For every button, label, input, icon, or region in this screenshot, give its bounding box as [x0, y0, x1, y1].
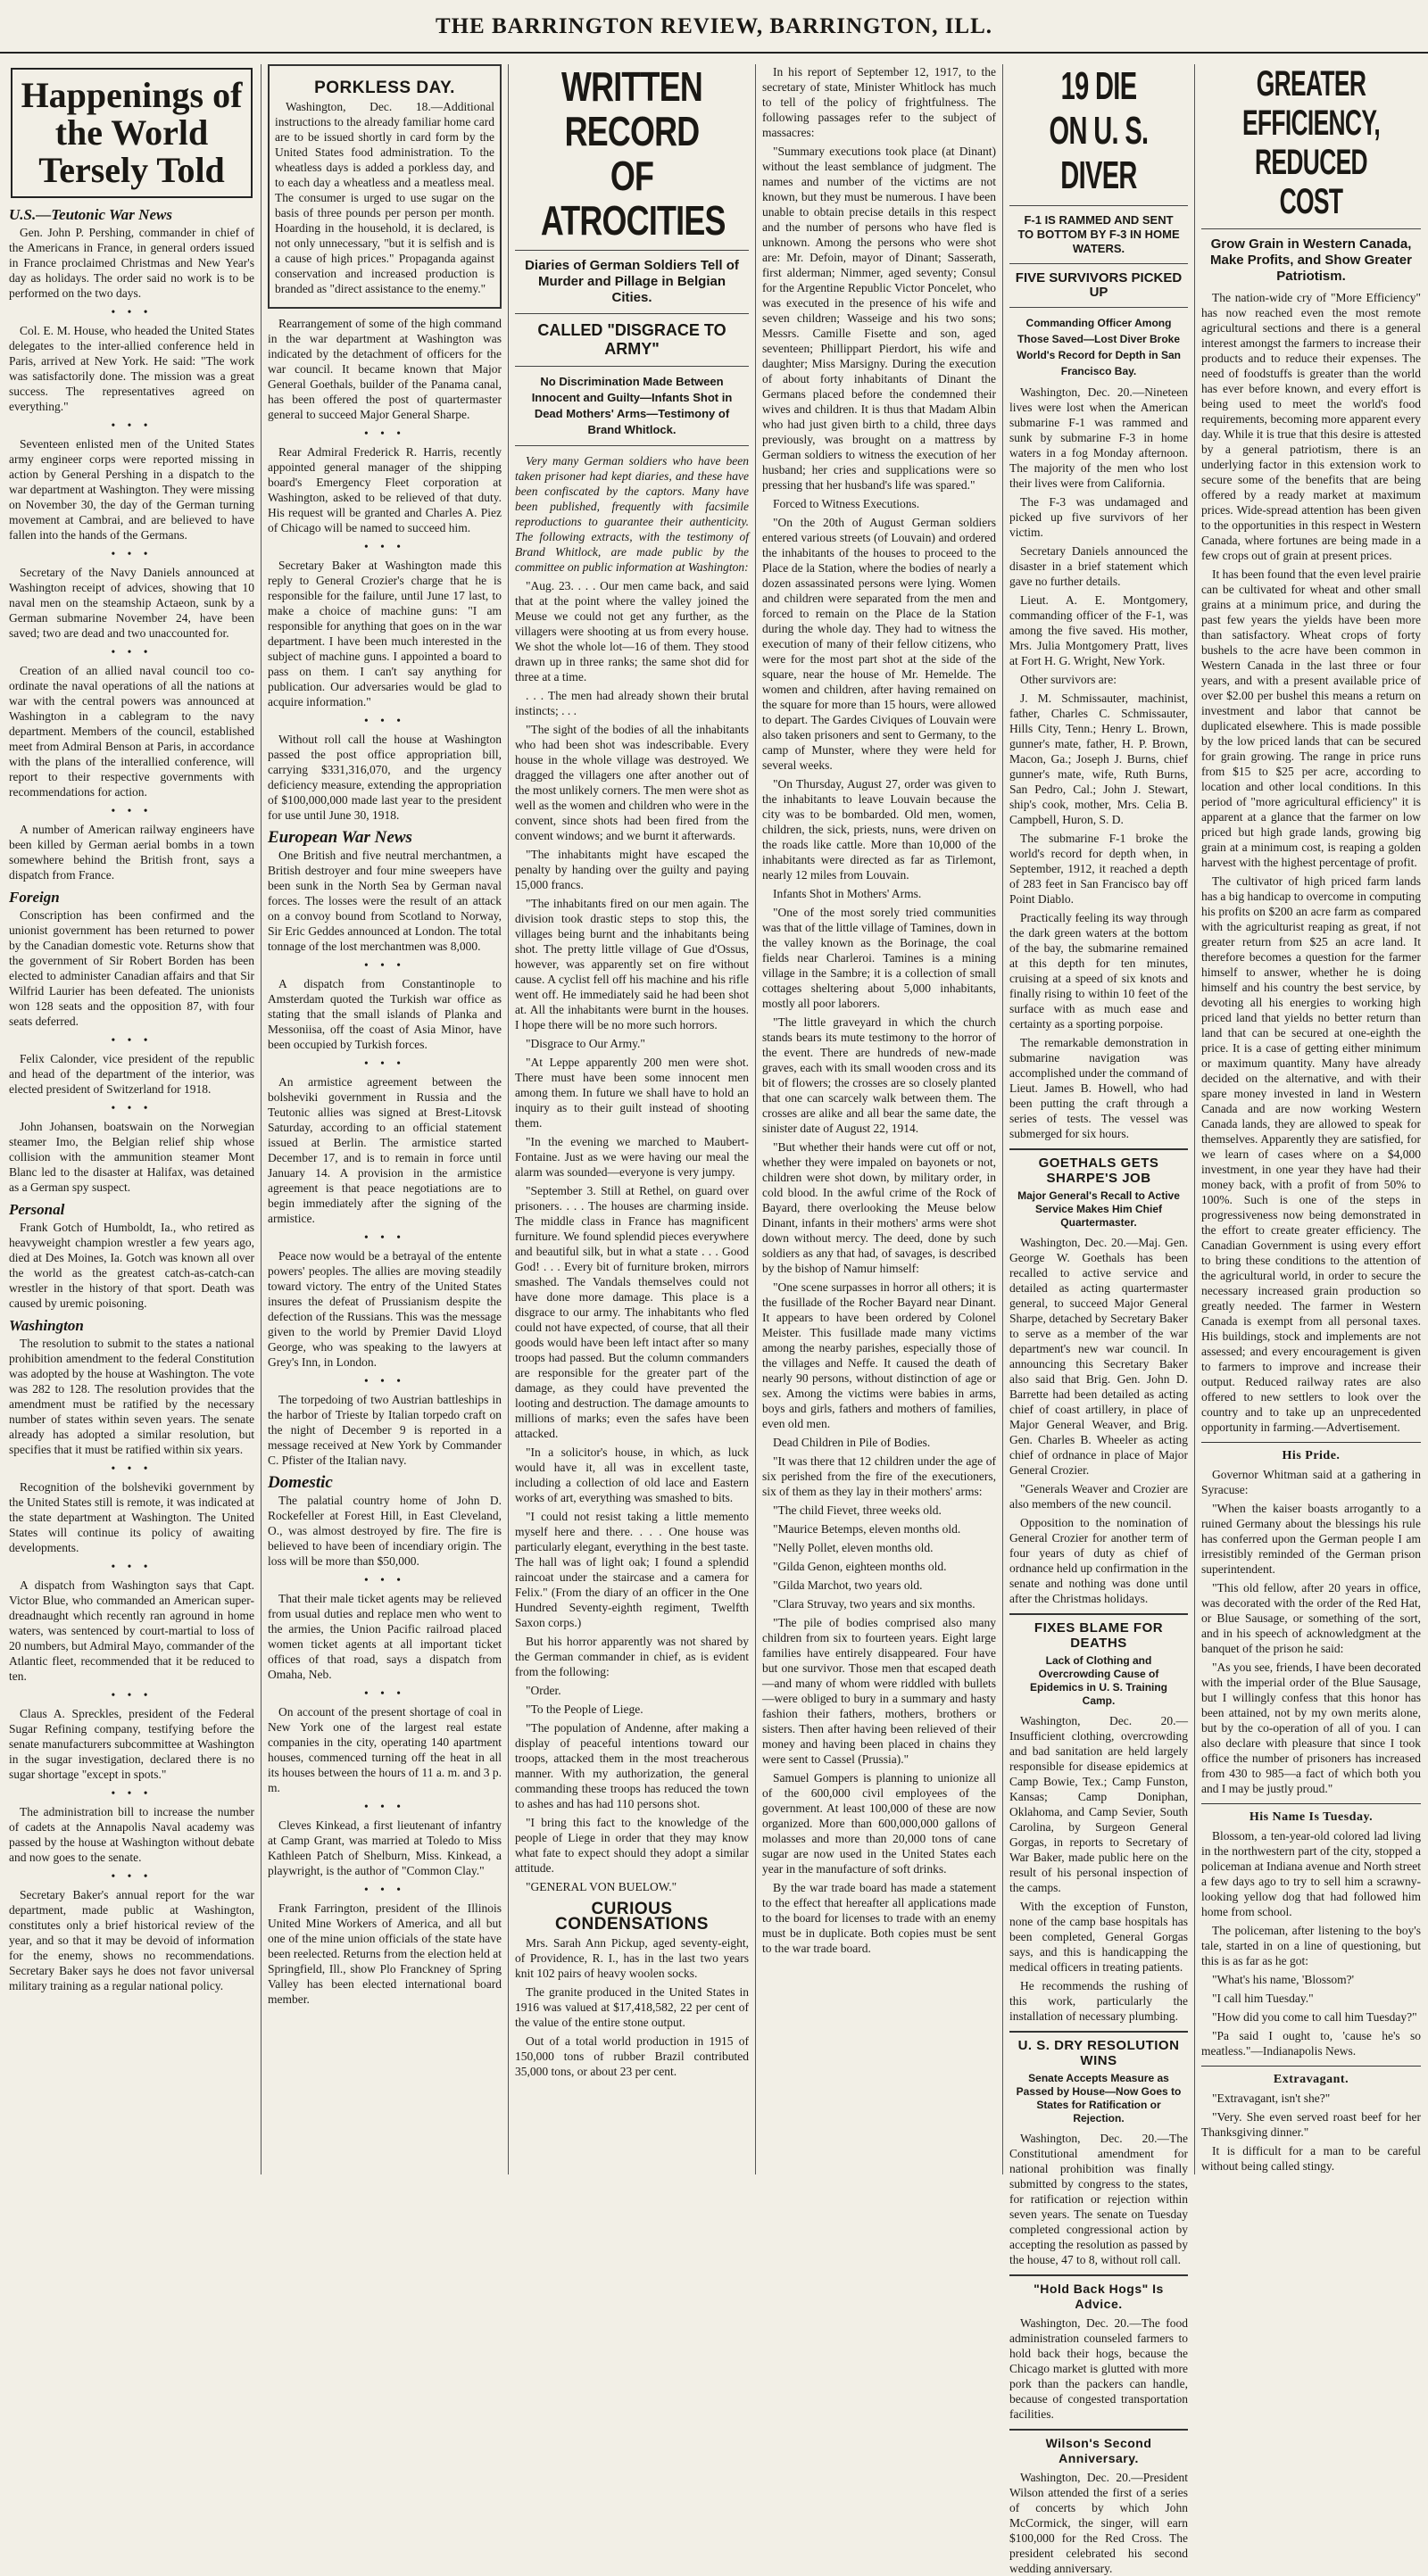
article-paragraph: Secretary Daniels announced the disaster in a brief statement which gave no further details. [1009, 544, 1188, 588]
separator-dots: • • • [364, 1056, 405, 1070]
article-paragraph: Washington, Dec. 18.—Additional instructions to the already familiar home card are to be issued shortly in card form by the United States food administration. To the wheatless days is added a porkless day, and to each day a wheatless and a meatless meal. The consumer is urged to use sugar on the basis of three pounds per person per month. Hoarding in the household, it is declared, is not only unnecessary, "but it is selfish and is a cause of high prices." Propaganda against conservation and increased production is branded as "direct assistance to the enemy." [275, 100, 494, 295]
article-paragraph: "Summary executions took place (at Dinant) without the least semblance of judgment. The names and number of the victims are not known, but they must be numerous. I have been unable to obtain precise details in this respect and the number of persons who have fled is unknown. Among the persons who were shot are: Mr. Defoin, mayor of Dinant; Sasserath, first alderman; Nimmer, aged seventy; Consul for the Argentine Republic Victor Poncelet, who was executed in the presence of his wife and seven children; Wasseige and his two sons; Messrs. Camille Fisette and son, aged seventeen; Phillippart Pierdort, his wife and daughter; Miss Marsigny. During the execution of about forty inhabitants of Dinant the Germans placed before the condemned their wives and children. It is thus that Madam Albin who had just given birth to a child, three days previously, was brought on a mattress by German soldiers to witness the execution of her husband; her cries and supplications were so pressing that her husband's life was spared." [762, 145, 996, 492]
article-paragraph: "Nelly Pollet, eleven months old. [773, 1541, 934, 1554]
fixes-deck: Lack of Clothing and Overcrowding Cause of Epidemics in U. S. Training Camp. [1029, 1654, 1168, 1707]
article-paragraph: Secretary of the Navy Daniels announced at Washington receipt of advices, showing that 10 naval men on the steamship Actaeon, sunk by a German submarine November 24, have been saved; two are dead and two unaccounted for. [9, 566, 254, 640]
article-paragraph: "Gilda Genon, eighteen months old. [773, 1560, 947, 1573]
article-paragraph: The torpedoing of two Austrian battleships in the harbor of Trieste by Italian torpedo craft on the night of December 9 is reported in a message received at New York by Commander C. Pfister of the Italian navy. [268, 1393, 502, 1467]
separator-dots: • • • [111, 1462, 153, 1475]
atrocities-deck-2: No Discrimination Made Between Innocent and Guilty—Infants Shot in Dead Mothers' Arms—Testimony of Brand Whitlock. [531, 375, 733, 436]
article-paragraph: The resolution to submit to the states a national prohibition amendment to the federal Constitution was adopted by the house at Washington. The vote was 282 to 128. The resolution provides that the amendment must be ratified by the necessary number of states within seven years. The senate already has adopted a similar resolution, but specifies that it must be ratified within six years. [9, 1337, 254, 1456]
article-paragraph: The administration bill to increase the number of cadets at the Annapolis Naval academy was passed by the house at Washington without debate and now goes to the senate. [9, 1805, 254, 1864]
article-paragraph: Rearrangement of some of the high command in the war department at Washington was indicated by the detachment of officers for the war council. It became known that Major General Goethals, builder of the Panama canal, has been offered the post of quartermaster general to succeed Major General Sharpe. [268, 317, 502, 421]
article-paragraph: "Generals Weaver and Crozier are also members of the new council. [1009, 1482, 1188, 1511]
separator-dots: • • • [364, 1573, 405, 1586]
article-paragraph: "One scene surpasses in horror all others; it is the fusillade of the Rocher Bayard near Dinant. It appears to have been ordered by Colonel Meister. This fusillade made many victims among the nearby parishes, especially those of the villages and Neffe. It caused the death of nearly 90 persons, without distinction of age or sex. Among the victims were babies in arms, boys and girls, fathers and mothers of families, even old men. [762, 1280, 996, 1430]
article-paragraph: "But whether their hands were cut off or not, whether they were impaled on bayonets or not, children were shot down, by military order, in cold blood. In the awful crime of the Rock of Bayard, there overlooking the Meuse below Dinant, infants in their mothers' arms were shot down without mercy. The deed, done by such soldiers as any that had, of savages, is described by the bishop of Namur himself: [762, 1140, 996, 1275]
column-rule [1194, 64, 1195, 2174]
separator-dots: • • • [364, 1800, 405, 1813]
article-paragraph: Mrs. Sarah Ann Pickup, aged seventy-eight, of Providence, R. I., has in the last two years knit 102 pairs of heavy woolen socks. [515, 1936, 749, 1980]
article-paragraph: The nation-wide cry of "More Efficiency" has now reached even the most remote agricultural sections and there is a general interest amongst the farmers to increase their products and to reduce their expenses. The need of foodstuffs is greater than the world has ever before known, and every effort is being used to meet the world's food requirements, becoming more apparent every day. While it is true that this desire is attested by a general patriotism, there is an underlying factor in this extension work to secure some of the benefits that are being offered by a ready market at maximum prices. Wide-spread attention has been given to the opportunities in this respect in Western Canada, where fortunes are being made in a few crops out of grain at present prices. [1201, 291, 1421, 562]
article-paragraph: Washington, Dec. 20.—Insufficient clothing, overcrowding and bad sanitation are held largely responsible for disease epidemics at Camp Bowie, Tex.; Camp Funston, Kansas; Camp Doniphan, Oklahoma, and Camp Sevier, South Carolina, by Surgeon General Gorgas, in reports to Secretary of War Baker, made public here on the result of his personal inspection of the camps. [1009, 1714, 1188, 1894]
article-paragraph: "Very. She even served roast beef for her Thanksgiving dinner." [1201, 2110, 1421, 2139]
article-paragraph: "GENERAL VON BUELOW." [526, 1880, 677, 1893]
masthead [0, 0, 1428, 54]
article-paragraph: John Johansen, boatswain on the Norwegian steamer Imo, the Belgian relief ship whose collision with the ammunition steamer Mont Blanc led to the disaster at Halifax, was detained as a German spy suspect. [9, 1120, 254, 1194]
article-paragraph: "Clara Struvay, two years and six months. [773, 1597, 976, 1611]
atrocities-deck: Diaries of German Soldiers Tell of Murder and Pillage in Belgian Cities. [525, 258, 739, 305]
article-paragraph: "When the kaiser boasts arrogantly to a ruined Germany about the blessings his rule has conferred upon the German people I am irresistibly reminded of the German prison superintendent. [1201, 1502, 1421, 1576]
article-paragraph: "The inhabitants fired on our men again. The division took drastic steps to stop this, the villages being burnt and the inhabitants being shot. The pretty little village of Gue d'Ossus, however, was apparently set on fire without cause. A cyclist fell off his machine and his rifle went off. He immediately said he had been shot at. All the inhabitants were burnt in the houses. I hope there will be no more such horrors. [515, 897, 749, 1031]
separator-dots: • • • [364, 540, 405, 553]
divider [1009, 205, 1188, 206]
article-paragraph: Frank Gotch of Humboldt, Ia., who retired as heavyweight champion wrestler a few years ago, died at Des Moines, Ia. Gotch was known all over the world as the greatest catch-as-catch-can wrestler in the history of that sport. Death was caused by uremic poisoning. [9, 1221, 254, 1310]
article-paragraph: Lieut. A. E. Montgomery, commanding officer of the F-1, was among the five saved. His mother, Mrs. Julia Montgomery Pratt, lives at Fort H. G. Wright, New York. [1009, 593, 1188, 667]
separator-dots: • • • [364, 1374, 405, 1387]
pride-heading: His Pride. [1201, 1442, 1421, 1463]
article-paragraph: But his horror apparently was not shared by the German commander in chief, as is evident from the following: [515, 1635, 749, 1678]
separator-dots: • • • [111, 547, 153, 560]
diver-deck: F-1 IS RAMMED AND SENT TO BOTTOM BY F-3 IN HOME WATERS. [1017, 213, 1180, 255]
article-paragraph: "In a solicitor's house, in which, as luck would have it, all was in excellent taste, including a collection of old lace and Eastern works of art, everything was smashed to bits. [515, 1445, 749, 1504]
section-heading: Washington [9, 1317, 84, 1334]
divider [515, 313, 749, 314]
section-heading: European War News [268, 828, 412, 847]
article-paragraph: Col. E. M. House, who headed the United States delegates to the inter-allied conference held in Paris, arrived at New York. He said: "The work was satisfactorily done. The mission was a great success. The representatives agreed on everything." [9, 324, 254, 413]
column-5-body [1009, 385, 1188, 2576]
column-rule [508, 64, 509, 2174]
article-paragraph: Washington, Dec. 20.—Maj. Gen. George W. Goethals has been recalled to active service and detailed as acting quartermaster general, to succeed Major General Sharpe, detached by Secretary Baker to serve as a member of the war department's new war council. In announcing this Secretary Baker also said that Brig. Gen. John D. Barrette had been detailed as acting chief of coast artillery, in place of Major General Weaver, and Brig. Gen. Charles B. Wheeler as acting chief of ordnance in place of Major General Crozier. [1009, 1236, 1188, 1477]
article-paragraph: "The pile of bodies comprised also many children from six to fourteen years. Eight large families have entirely disappeared. Four have but one survivor. Those men that escaped death—and many of whom were riddled with bullets—were obliged to bury in a summary and hasty fashion their fathers, mothers, brothers or sisters. Then after having been relieved of their money and having been placed in chains they were sent to Cassel (Prussia)." [762, 1616, 996, 1766]
fixes-heading: FIXES BLAME FOR DEATHS [1009, 1613, 1188, 1651]
separator-dots: • • • [111, 1033, 153, 1047]
article-paragraph: "The sight of the bodies of all the inhabitants who had been shot was indescribable. Every house in the whole village was destroyed. We dragged the villagers one after another out of the most unlikely corners. The men were shot as well as the women and children who were in the convent, since shots had been fired from the convent windows; and we burnt it afterwards. [515, 723, 749, 842]
separator-dots: • • • [111, 1869, 153, 1883]
article-paragraph: Felix Calonder, vice president of the republic and head of the department of the interior, was elected president of Switzerland for 1918. [9, 1052, 254, 1096]
article-paragraph: A number of American railway engineers have been killed by German aerial bombs in a town somewhere behind the British front, says a dispatch from France. [9, 823, 254, 882]
article-paragraph: Dead Children in Pile of Bodies. [773, 1436, 931, 1449]
divider [1009, 307, 1188, 308]
column-3 [515, 64, 749, 2174]
column-4-body [762, 64, 996, 1956]
article-paragraph: Other survivors are: [1020, 673, 1117, 686]
article-paragraph: "The child Fievet, three weeks old. [773, 1503, 942, 1517]
article-paragraph: "On Thursday, August 27, order was given to the inhabitants to leave Louvain because the city was to be bombarded. Old men, women, children, the sick, priests, nuns, were driven on the roads like cattle. More than 10,000 of the inhabitants were directed as far as Tirlemont, nearly 12 miles from Louvain. [762, 777, 996, 882]
article-paragraph: Without roll call the house at Washington passed the post office appropriation bill, carrying $331,316,070, and the urgency deficiency measure, extending the appropriation of $100,000,000 made last year to the president for use until June 30, 1918. [268, 733, 502, 822]
article-paragraph: Claus A. Spreckles, president of the Federal Sugar Refining company, testifying before the senate manufacturers subcommittee at Washington in the sugar investigation, declared there is no sugar shortage "except in spots." [9, 1707, 254, 1781]
column-2-body [268, 316, 502, 2007]
tuesday-heading: His Name Is Tuesday. [1201, 1803, 1421, 1825]
article-paragraph: "I call him Tuesday." [1212, 1992, 1314, 2005]
article-paragraph: "Disgrace to Our Army." [526, 1037, 645, 1050]
atrocities-intro: Very many German soldiers who have been taken prisoner had kept diaries, and these have been confiscated by the captors. Many have been published, frequently with facsimile reproductions to guarantee their authenticity. The following extracts, with the testimony of Brand Whitlock, are made public by the committee on public information at Washington: [515, 454, 749, 574]
separator-dots: • • • [111, 1101, 153, 1114]
article-paragraph: "In the evening we marched to Maubert-Fontaine. Just as we were having our meal the alarm was sounded—everyone is very jumpy. [515, 1135, 749, 1179]
article-paragraph: Forced to Witness Executions. [773, 497, 920, 510]
article-paragraph: Governor Whitman said at a gathering in Syracuse: [1201, 1468, 1421, 1496]
article-paragraph: "What's his name, 'Blossom?' [1212, 1973, 1355, 1986]
article-paragraph: "Gilda Marchot, two years old. [773, 1578, 923, 1592]
hogs-heading: "Hold Back Hogs" Is Advice. [1009, 2274, 1188, 2312]
wilson-heading: Wilson's Second Anniversary. [1009, 2429, 1188, 2466]
article-paragraph: Recognition of the bolsheviki government by the United States still is remote, it was indicated at the state department at Washington. The United States will continue its policy of awaiting developments. [9, 1480, 254, 1554]
article-paragraph: By the war trade board has made a statement to the effect that hereafter all applications made to the board for licenses to trade with an enemy must be in duplicate. Both copies must be sent to the war trade board. [762, 1881, 996, 1955]
article-paragraph: "Extravagant, isn't she?" [1212, 2091, 1331, 2105]
column-2 [268, 64, 502, 2174]
article-paragraph: Samuel Gompers is planning to unionize all of the 600,000 civil employees of the government. At least 100,000 of these are now organized. More than 600,000,000 gallons of molasses and more than 20,000 tons of cane sugar are now used in the United States each year in the manufacture of soft drinks. [762, 1771, 996, 1876]
efficiency-headline: GREATER EFFICIENCY, REDUCED COST [1241, 64, 1381, 221]
article-paragraph: . . . The men had already shown their brutal instincts; . . . [515, 689, 749, 717]
section-heading: Foreign [9, 889, 60, 906]
masthead-title: THE BARRINGTON REVIEW, BARRINGTON, ILL. [435, 14, 993, 38]
efficiency-deck: Grow Grain in Western Canada, Make Profits, and Show Greater Patriotism. [1210, 236, 1412, 284]
section-heading: Domestic [268, 1473, 333, 1492]
separator-dots: • • • [364, 1230, 405, 1244]
article-paragraph: A dispatch from Washington says that Capt. Victor Blue, who commanded an American super-dreadnaught which recently ran aground in home waters, was sentenced by court-martial to loss of 20 numbers, but Admiral Mayo, commander of the Atlantic fleet, recommended that it be reduced to ten. [9, 1578, 254, 1683]
divider [515, 250, 749, 251]
curious-condensations-body [515, 1935, 749, 2079]
divider [515, 445, 749, 446]
separator-dots: • • • [111, 1688, 153, 1702]
article-paragraph: Infants Shot in Mothers' Arms. [773, 887, 922, 900]
article-paragraph: The cultivator of high priced farm lands has a big handicap to overcome in computing his profits on $200 an acre farm as compared with the agriculturist reaping as great, if not greater return from $25 an acre land. It therefore becomes a question for the farmer himself to answer, whether he is doing himself and his country the best service, by devoting all his energies to working high priced land that yields no better return than land that can be secured at one-eighth the price. It is a case of getting either minimum or maximum quantity. Many have already decided on the alternative, and with their spare money invested in land in Western Canada and are now working Western Canada lands, they are allowed to speak for themselves. Apparently they are satisfied, for we learn of cases where on a $4,000 investment, in one year they have had their money back, with a profit of from 50% to 100%. Such is one of the steps in progressiveness now being demonstrated in the effort to create greater efficiency. The Canadian Government is using every effort to bring these conditions to the attention of the agricultural world, in order to secure the necessary increased grain production so greatly needed. The farmer in Western Canada is exempt from all personal taxes. His buildings, stock and implements are not assessed; and every encouragement is given to farmers to improve and increase their output. Reduced railway rates are also offered to new settlers to look over the country and to take up an unprecedented opportunity in farming.—Advertisement. [1201, 874, 1421, 1434]
article-paragraph: Washington, Dec. 20.—President Wilson attended the first of a series of concerts by which John McCormick, the singer, will earn $100,000 for the Red Cross. The president celebrated his second wedding anniversary. [1009, 2471, 1188, 2575]
column-5 [1009, 64, 1188, 2575]
divider [515, 366, 749, 367]
goethals-deck: Major General's Recall to Active Service Makes Him Chief Quartermaster. [1017, 1189, 1180, 1229]
column-rule [261, 64, 262, 2174]
article-paragraph: "It was there that 12 children under the age of six perished from the fire of the executioners, six of them as they lay in their mothers' arms: [762, 1454, 996, 1498]
separator-dots: • • • [111, 804, 153, 817]
article-paragraph: It is difficult for a man to be careful without being called stingy. [1201, 2144, 1421, 2173]
article-paragraph: Rear Admiral Frederick R. Harris, recently appointed general manager of the shipping board's Emergency Fleet corporation at Washington, asked to be relieved of that duty. His request will be granted and Charles A. Piez of Chicago will be named to succeed him. [268, 445, 502, 534]
article-paragraph: Seventeen enlisted men of the United States army engineer corps were reported missing in action by General Pershing in a dispatch to the war department at Washington. They were missing on November 30, the day of the German turning movement at Cambrai, and are believed to have fallen into the hands of the Germans. [9, 437, 254, 542]
article-paragraph: "Maurice Betemps, eleven months old. [773, 1522, 961, 1536]
article-paragraph: "To the People of Liege. [526, 1702, 643, 1716]
column-1 [9, 64, 254, 2174]
article-paragraph: "The inhabitants might have escaped the penalty by handing over the guilty and paying 15,000 francs. [515, 848, 749, 891]
article-paragraph: "Aug. 23. . . . Our men came back, and said that at the point where the valley joined the Meuse we could not get any further, as the villagers were shooting at us from every house. We shot the whole lot—16 of them. They stood drawn up in three ranks; the same shot did for three at a time. [515, 579, 749, 683]
article-paragraph: "I bring this fact to the knowledge of the people of Liege in order that they may know what fate to expect should they adopt a similar attitude. [515, 1816, 749, 1875]
article-paragraph: Gen. John P. Pershing, commander in chief of the Americans in France, in general orders issued in France proclaimed Christmas and New Year's day as holidays. The order said no work is to be performed on the two days. [9, 226, 254, 300]
atrocities-headline: WRITTEN RECORD OF ATROCITIES [540, 63, 726, 244]
porkless-day-heading: PORKLESS DAY. [314, 79, 455, 97]
divider [1009, 263, 1188, 264]
article-paragraph: "Pa said I ought to, 'cause he's so meatless."—Indianapolis News. [1201, 2029, 1421, 2058]
divider [1201, 228, 1421, 229]
article-paragraph: The submarine F-1 broke the world's record for depth when, in September, 1912, it reached a depth of 283 feet in San Francisco bay off Point Diablo. [1009, 832, 1188, 906]
diver-subhead: FIVE SURVIVORS PICKED UP [1015, 270, 1183, 300]
dry-heading: U. S. DRY RESOLUTION WINS [1009, 2031, 1188, 2068]
article-paragraph: Washington, Dec. 20.—The Constitutional amendment for national prohibition was finally submitted by congress to the states, for ratification or rejection within seven years. The senate on Tuesday completed congressional action by accepting the resolution as passed by the house, 47 to 8, without roll call. [1009, 2132, 1188, 2266]
column-4 [762, 64, 996, 2174]
article-paragraph: "Order. [526, 1684, 561, 1697]
column-1-body [9, 207, 254, 1993]
article-paragraph: "The little graveyard in which the church stands bears its mute testimony to the horror of the event. There are hundreds of new-made graves, each with its small wooden cross and its bit of flowers; the crosses are so closely planted that one can scarcely walk between them. The crosses are alike and all bear the same date, the sinister date of August 22, 1914. [762, 1015, 996, 1135]
goethals-heading: GOETHALS GETS SHARPE'S JOB [1009, 1148, 1188, 1186]
article-paragraph: "One of the most sorely tried communities was that of the little village of Tamines, down in the valley known as the Borinage, the coal fields near Charleroi. Tamines is a mining village in the Sambre; it is a collection of small cottages sheltering about 5,000 inhabitants, mostly all poor laborers. [762, 906, 996, 1010]
article-paragraph: Conscription has been confirmed and the unionist government has been returned to power by the Canadian domestic vote. Returns show that the government of Sir Robert Borden has been elected to administer Canadian affairs and that Sir Wilfrid Laurier has been defeated. The unionists won 128 seats and the opposition 87, with four seats deferred. [9, 908, 254, 1028]
article-paragraph: On account of the present shortage of coal in New York one of the largest real estate companies in the city, operating 140 apartment houses, commenced turning off the heat in all its houses between the hours of 11 a. m. and 3 p. m. [268, 1705, 502, 1794]
separator-dots: • • • [111, 645, 153, 658]
article-paragraph: A dispatch from Constantinople to Amsterdam quoted the Turkish war office as stating that the small islands of Planka and Messoniisa, off the coast of Asia Minor, have been occupied by Turkish forces. [268, 977, 502, 1051]
article-paragraph: Blossom, a ten-year-old colored lad living in the northwestern part of the city, stopped a policeman at Indiana avenue and North street a few days ago to try to sell him a scrawny-looking yellow dog that had followed him home from school. [1201, 1829, 1421, 1918]
separator-dots: • • • [364, 1883, 405, 1896]
article-paragraph: "I could not resist taking a little memento myself here and there. . . . One house was particularly elegant, everything in the best taste. The hall was of light oak; I found a splendid raincoat under the staircase and a camera for Felix." (From the diary of an officer in the One Hundred Seventy-eighth regiment, Twelfth Saxon corps.) [515, 1510, 749, 1629]
section-heading: U.S.—Teutonic War News [9, 206, 172, 223]
separator-dots: • • • [364, 427, 405, 440]
article-paragraph: He recommends the rushing of this work, particularly the installation of necessary plumbing. [1009, 1979, 1188, 2023]
article-paragraph: Secretary Baker at Washington made this reply to General Crozier's charge that he is responsible for the failure, until June 17 last, to make a choice of machine guns: "I am responsible for anything that goes on in the war department. I have been much interested in the subject of machine guns. I appointed a board to pass on them. I can't say anything for publication. Our adversaries would be glad to acquire information." [268, 559, 502, 708]
article-paragraph: Out of a total world production in 1915 of 150,000 tons of rubber Brazil contributed 35,000 tons, or about 23 per cent. [515, 2034, 749, 2078]
porkless-day-box [268, 64, 502, 309]
article-paragraph: That their male ticket agents may be relieved from usual duties and replace men who went to the armies, the Union Pacific railroad placed women ticket agents at all important ticket offices of that road, says a dispatch from Omaha, Neb. [268, 1592, 502, 1681]
article-paragraph: "September 3. Still at Rethel, on guard over prisoners. . . . The houses are charming inside. The middle class in France has magnificent furniture. We found splendid pieces everywhere and beautiful silk, but in what a state . . . Good God! . . . Every bit of furniture broken, mirrors smashed. The Vandals themselves could not have done more damage. This place is a disgrace to our army. The inhabitants who fled could not have expected, of course, that all their goods would have been left intact after so many troops had passed. But the column commanders are responsible for the greater part of the damage, as they could have prevented the looting and destruction. The damage amounts to millions of marks; even the safes have been attacked. [515, 1184, 749, 1440]
separator-dots: • • • [364, 714, 405, 727]
section-title: Happenings of the World Tersely Told [21, 75, 243, 190]
article-paragraph: Secretary Baker's annual report for the war department, made public at Washington, constitutes only a brief historical review of the year, and so that it may be devoid of information for the enemy, shows no recommendations. Secretary Baker says he does not favor universal military training as a regular national policy. [9, 1888, 254, 1992]
article-paragraph: "As you see, friends, I have been decorated with the imperial order of the Blue Sausage, but I willingly confess that this honor has been attained, not by my own merits alone, but by the co-operation of all of you. I can also declare with pleasure that since I took office the number of prisoners has increased from 430 to 985—a fact of which both you and I may be justly proud." [1201, 1661, 1421, 1795]
article-paragraph: J. M. Schmissauter, machinist, father, Charles C. Schmissauter, Hills City, Tenn.; Henry L. Brown, gunner's mate, father, H. P. Brown, Macon, Ga.; Joseph J. Burns, chief gunner's mate, wife, Ruth Burns, San Pedro, Cal.; John J. Stewart, ship's cook, mother, Mrs. Celia B. Campbell, Huron, S. D. [1009, 692, 1188, 826]
atrocities-subhead: CALLED "DISGRACE TO ARMY" [537, 321, 726, 358]
diver-deck-2: Commanding Officer Among Those Saved—Lost Diver Broke World's Record for Depth in San Francisco Bay. [1017, 317, 1181, 377]
article-paragraph: It has been found that the even level prairie can be cultivated for wheat and other small grains at a minimum price, and during the past few years the yields have been more than satisfactory. Wheat crops of forty bushels to the acre have been common in Western Canada in the last three or four years, and with a present available price of over $2.00 per bushel this means a return on investment and labor that cannot be duplicated elsewhere. This is made possible by the low priced lands that can be secured for grain growing. The range in price runs from $15 to $25 per acre, according to location and other local conditions. In this period of "more agricultural efficiency" it is apparent at a glance that the farmer on low priced but high grade lands, growing big grain at a minimum cost, is reaping a golden harvest with the highest percentage of profit. [1201, 567, 1421, 869]
article-paragraph: Creation of an allied naval council too co-ordinate the naval operations of all the nations at war with the central powers was announced at Washington in a cablegram to the navy department. Members of the council, established meet from Admiral Benson at Paris, in accordance with the plans of the interallied conference, will report to their respective governments with recommendations for action. [9, 664, 254, 799]
article-paragraph: The policeman, after listening to the boy's tale, started in on a line of questioning, but this is as far as he got: [1201, 1924, 1421, 1967]
article-paragraph: Practically feeling its way through the dark green waters at the bottom of the bay, the submarine remained at this depth for ten minutes, cruising at a speed of six knots and finally rising to within 10 feet of the surface with as much ease and certainty as a sporting porpoise. [1009, 911, 1188, 1031]
article-paragraph: Cleves Kinkead, a first lieutenant of infantry at Camp Grant, was married at Toledo to Miss Kathleen Patch of Shelburn, Miss. Kinkead, a playwright, is the author of "Common Clay." [268, 1818, 502, 1877]
article-paragraph: In his report of September 12, 1917, to the secretary of state, Minister Whitlock has much to tell of the policy of frightfulness. The following passages refer to the subject of massacres: [762, 65, 996, 139]
separator-dots: • • • [364, 958, 405, 972]
article-paragraph: With the exception of Funston, none of the camp base hospitals has been completed, General Gorgas says, and this is handicapping the medical officers in treating patients. [1009, 1900, 1188, 1974]
article-paragraph: Frank Farrington, president of the Illinois United Mine Workers of America, and all but one of the mine union officials of the state have been reelected. Returns from the election held at Springfield, Ill., show Plo Franckney of Spring Valley has been elected international board member. [268, 1901, 502, 2006]
article-paragraph: Washington, Dec. 20.—Nineteen lives were lost when the American submarine F-1 was rammed and sunk by submarine F-3 in home waters in a fog Monday afternoon. The majority of the men who lost their lives were from California. [1009, 385, 1188, 490]
separator-dots: • • • [111, 1560, 153, 1573]
diver-headline: 19 DIE ON U. S. DIVER [1049, 64, 1149, 197]
column-6-body [1201, 290, 1421, 2174]
article-paragraph: "At Leppe apparently 200 men were shot. There must have been some innocent men among them. In future we shall have to hold an inquiry as to their guilt instead of shooting them. [515, 1056, 749, 1130]
porkless-day-body [275, 99, 494, 296]
extra-heading: Extravagant. [1201, 2066, 1421, 2087]
curious-condensations-heading: CURIOUS CONDENSATIONS [555, 1900, 709, 1934]
dry-deck: Senate Accepts Measure as Passed by House—Now Goes to States for Ratification or Rejection. [1016, 2072, 1182, 2125]
section-title-box [11, 68, 253, 198]
article-paragraph: Peace now would be a betrayal of the entente powers' peoples. The allies are moving steadily toward victory. The entry of the United States insures the defeat of Prussianism despite the defection of the Russians. This was the message given to the world by Premier David Lloyd George, who was speaking to the lawyers at Grey's Inn, in London. [268, 1249, 502, 1369]
section-heading: Personal [9, 1201, 65, 1218]
column-6 [1201, 64, 1421, 2174]
separator-dots: • • • [111, 305, 153, 319]
article-paragraph: The F-3 was undamaged and picked up five survivors of her victim. [1009, 495, 1188, 539]
article-paragraph: Opposition to the nomination of General Crozier for another term of four years of duty as chief of ordnance held up confirmation in the senate and nothing was done until after the Christmas holidays. [1009, 1516, 1188, 1605]
article-paragraph: The remarkable demonstration in submarine navigation was accomplished under the command of Lieut. James B. Howell, who had been putting the craft through a series of tests. The vessel was submerged for six hours. [1009, 1036, 1188, 1140]
article-paragraph: The palatial country home of John D. Rockefeller at Forest Hill, in East Cleveland, O., was almost destroyed by fire. The fire is believed to have been of incendiary origin. The loss will be more than $50,000. [268, 1494, 502, 1568]
article-paragraph: "This old fellow, after 20 years in office, was decorated with the order of the Red Hat, or Blue Sausage, or something of the sort, and in his speech of acknowledgment at the banquet of the prison he said: [1201, 1581, 1421, 1655]
article-paragraph: "How did you come to call him Tuesday?" [1212, 2010, 1417, 2024]
column-rule [755, 64, 756, 2174]
separator-dots: • • • [111, 1786, 153, 1800]
article-paragraph: The granite produced in the United States in 1916 was valued at $17,418,582, 22 per cent of the value of the entire stone output. [515, 1985, 749, 2029]
article-paragraph: An armistice agreement between the bolsheviki government in Russia and the Teutonic allies was signed at Brest-Litovsk Saturday, according to an official statement issued at Berlin. The armistice started December 17, and is to remain in force until January 14. A provision in the armistice agreement is that peace negotiations are to begin immediately after the signing of the armistice. [268, 1075, 502, 1225]
separator-dots: • • • [364, 1686, 405, 1700]
article-paragraph: Washington, Dec. 20.—The food administration counseled farmers to hold back their hogs, because the Chicago market is glutted with more pork than the packers can handle, because of congested transportation facilities. [1009, 2316, 1188, 2421]
article-paragraph: One British and five neutral merchantmen, a British destroyer and four mine sweepers have been sunk in the North Sea by German naval forces. The losses were the result of an attack on a convoy bound from Scotland to Norway, Sir Eric Geddes announced at London. The total tonnage of the lost merchantmen was 8,000. [268, 849, 502, 953]
separator-dots: • • • [111, 418, 153, 432]
column-3-body [515, 578, 749, 1894]
article-paragraph: "The population of Andenne, after making a display of peaceful intentions toward our troops, attacked them in the most treacherous manner. With my authorization, the general commanding these troops has reduced the town to ashes and has had 110 persons shot. [515, 1721, 749, 1810]
column-rule [1002, 64, 1003, 2174]
article-paragraph: "On the 20th of August German soldiers entered various streets (of Louvain) and ordered the inhabitants of the houses to proceed to the Place de la Station, where the bodies of nearly a dozen assassinated persons were lying. Women and children were separated from the men and forced to remain on the Place de la Station during the whole day. They had to witness the execution of many of their fellow citizens, who were for the most part shot at the side of the square, near the house of Mr. Hemelde. The women and children, after having remained on the square for more than 15 hours, were allowed to depart. The Gardes Civiques of Louvain were also taken prisoners and sent to Germany, to the camp of Munster, where they were held for several weeks. [762, 516, 996, 772]
